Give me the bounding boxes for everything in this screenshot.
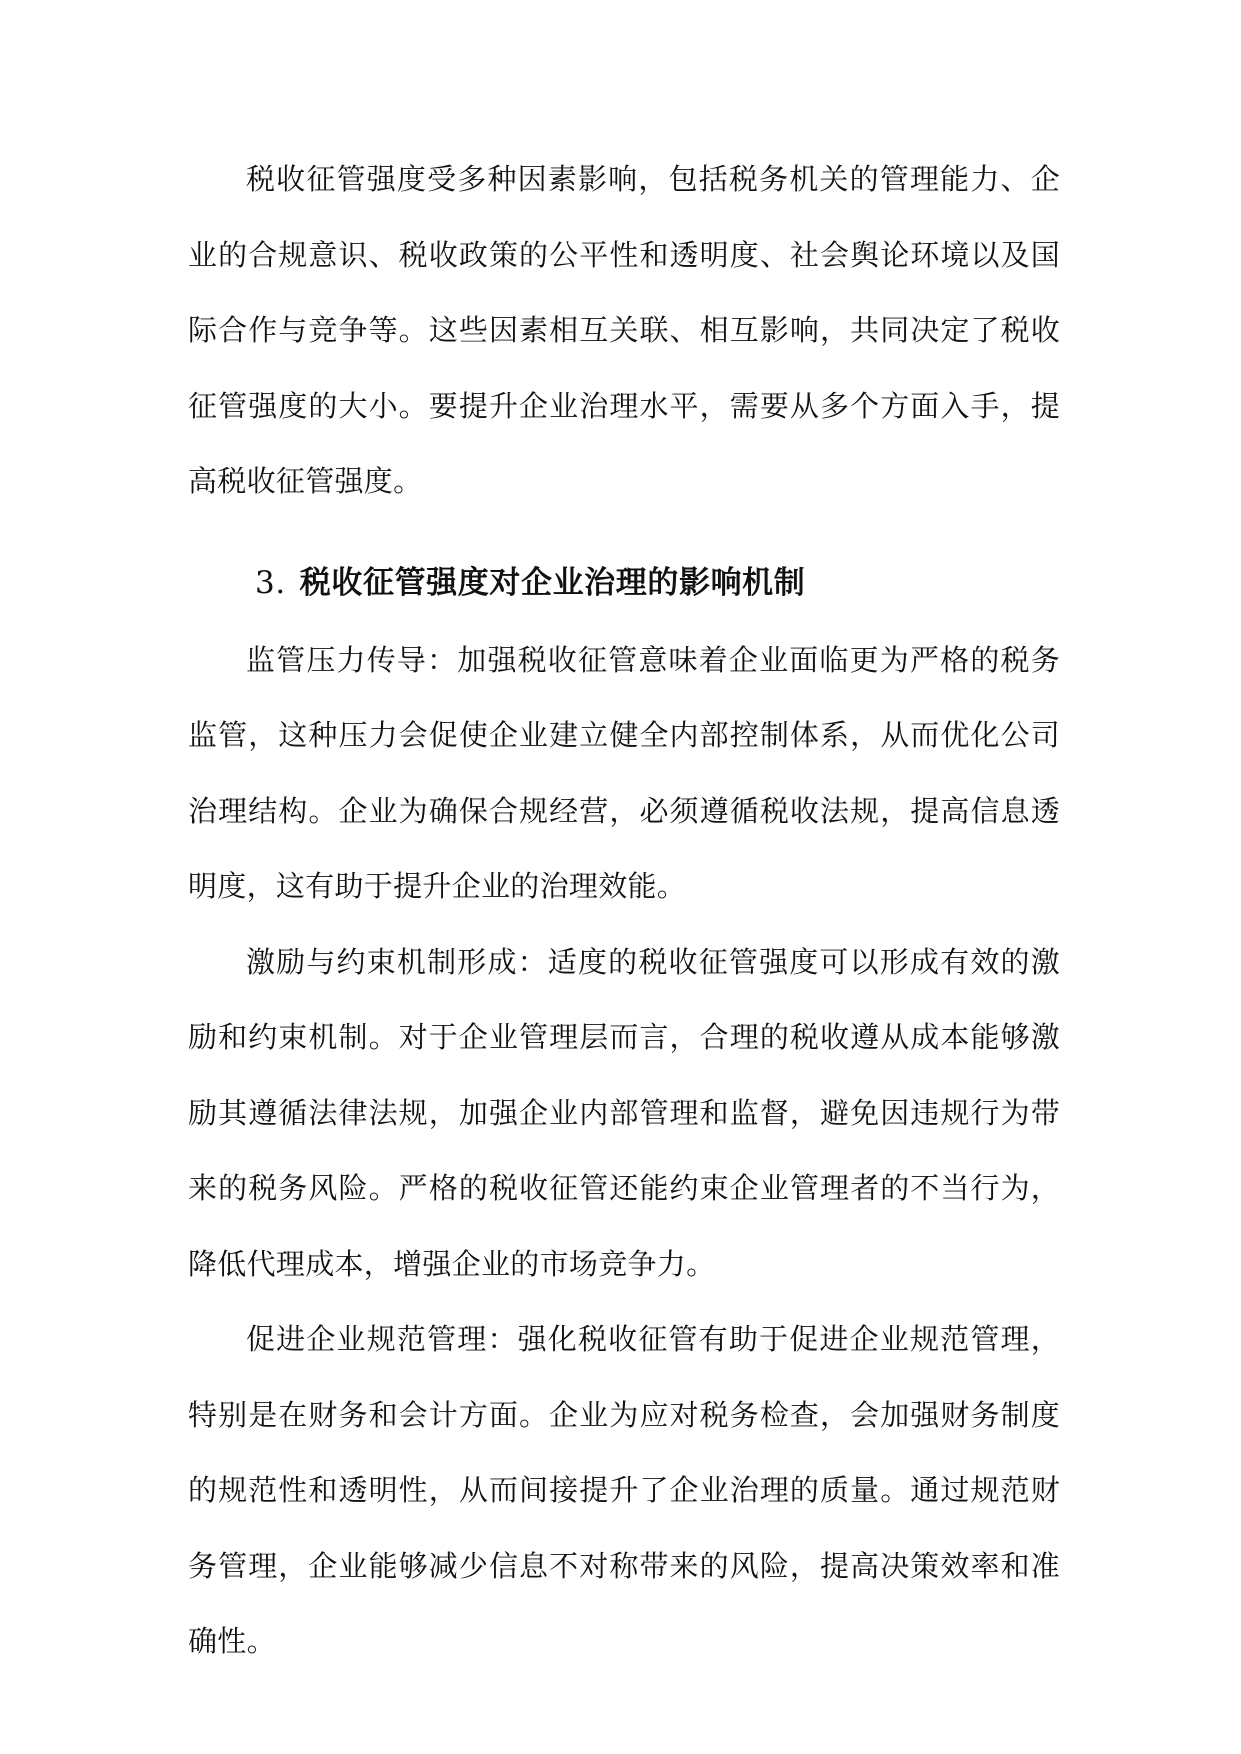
section-number: 3. — [255, 564, 286, 601]
paragraph-regulatory-pressure: 监管压力传导：加强税收征管意味着企业面临更为严格的税务监管，这种压力会促使企业建立健全内部控制体系，从而优化公司治理结构。企业为确保合规经营，必须遵循税收法规，提高信息透明度，这有助于提升企业的治理效能。 — [188, 642, 1060, 903]
paragraph-incentive-constraint: 激励与约束机制形成：适度的税收征管强度可以形成有效的激励和约束机制。对于企业管理层而言，合理的税收遵从成本能够激励其遵循法律法规，加强企业内部管理和监督，避免因违规行为带来的税务风险。严格的税收征管还能约束企业管理者的不当行为，降低代理成本，增强企业的市场竞争力。 — [188, 944, 1060, 1281]
section-title: 税收征管强度对企业治理的影响机制 — [299, 564, 806, 601]
document-body — [188, 142, 1060, 1680]
paragraph-standardized-management: 促进企业规范管理：强化税收征管有助于促进企业规范管理，特别是在财务和会计方面。企业为应对税务检查，会加强财务制度的规范性和透明性，从而间接提升了企业治理的质量。通过规范财务管理，企业能够减少信息不对称带来的风险，提高决策效率和准确性。 — [188, 1322, 1060, 1658]
intro-paragraph: 税收征管强度受多种因素影响，包括税务机关的管理能力、企业的合规意识、税收政策的公平性和透明度、社会舆论环境以及国际合作与竞争等。这些因素相互关联、相互影响，共同决定了税收征管强度的大小。要提升企业治理水平，需要从多个方面入手，提高税收征管强度。 — [188, 162, 1060, 498]
section-heading — [188, 543, 1060, 623]
